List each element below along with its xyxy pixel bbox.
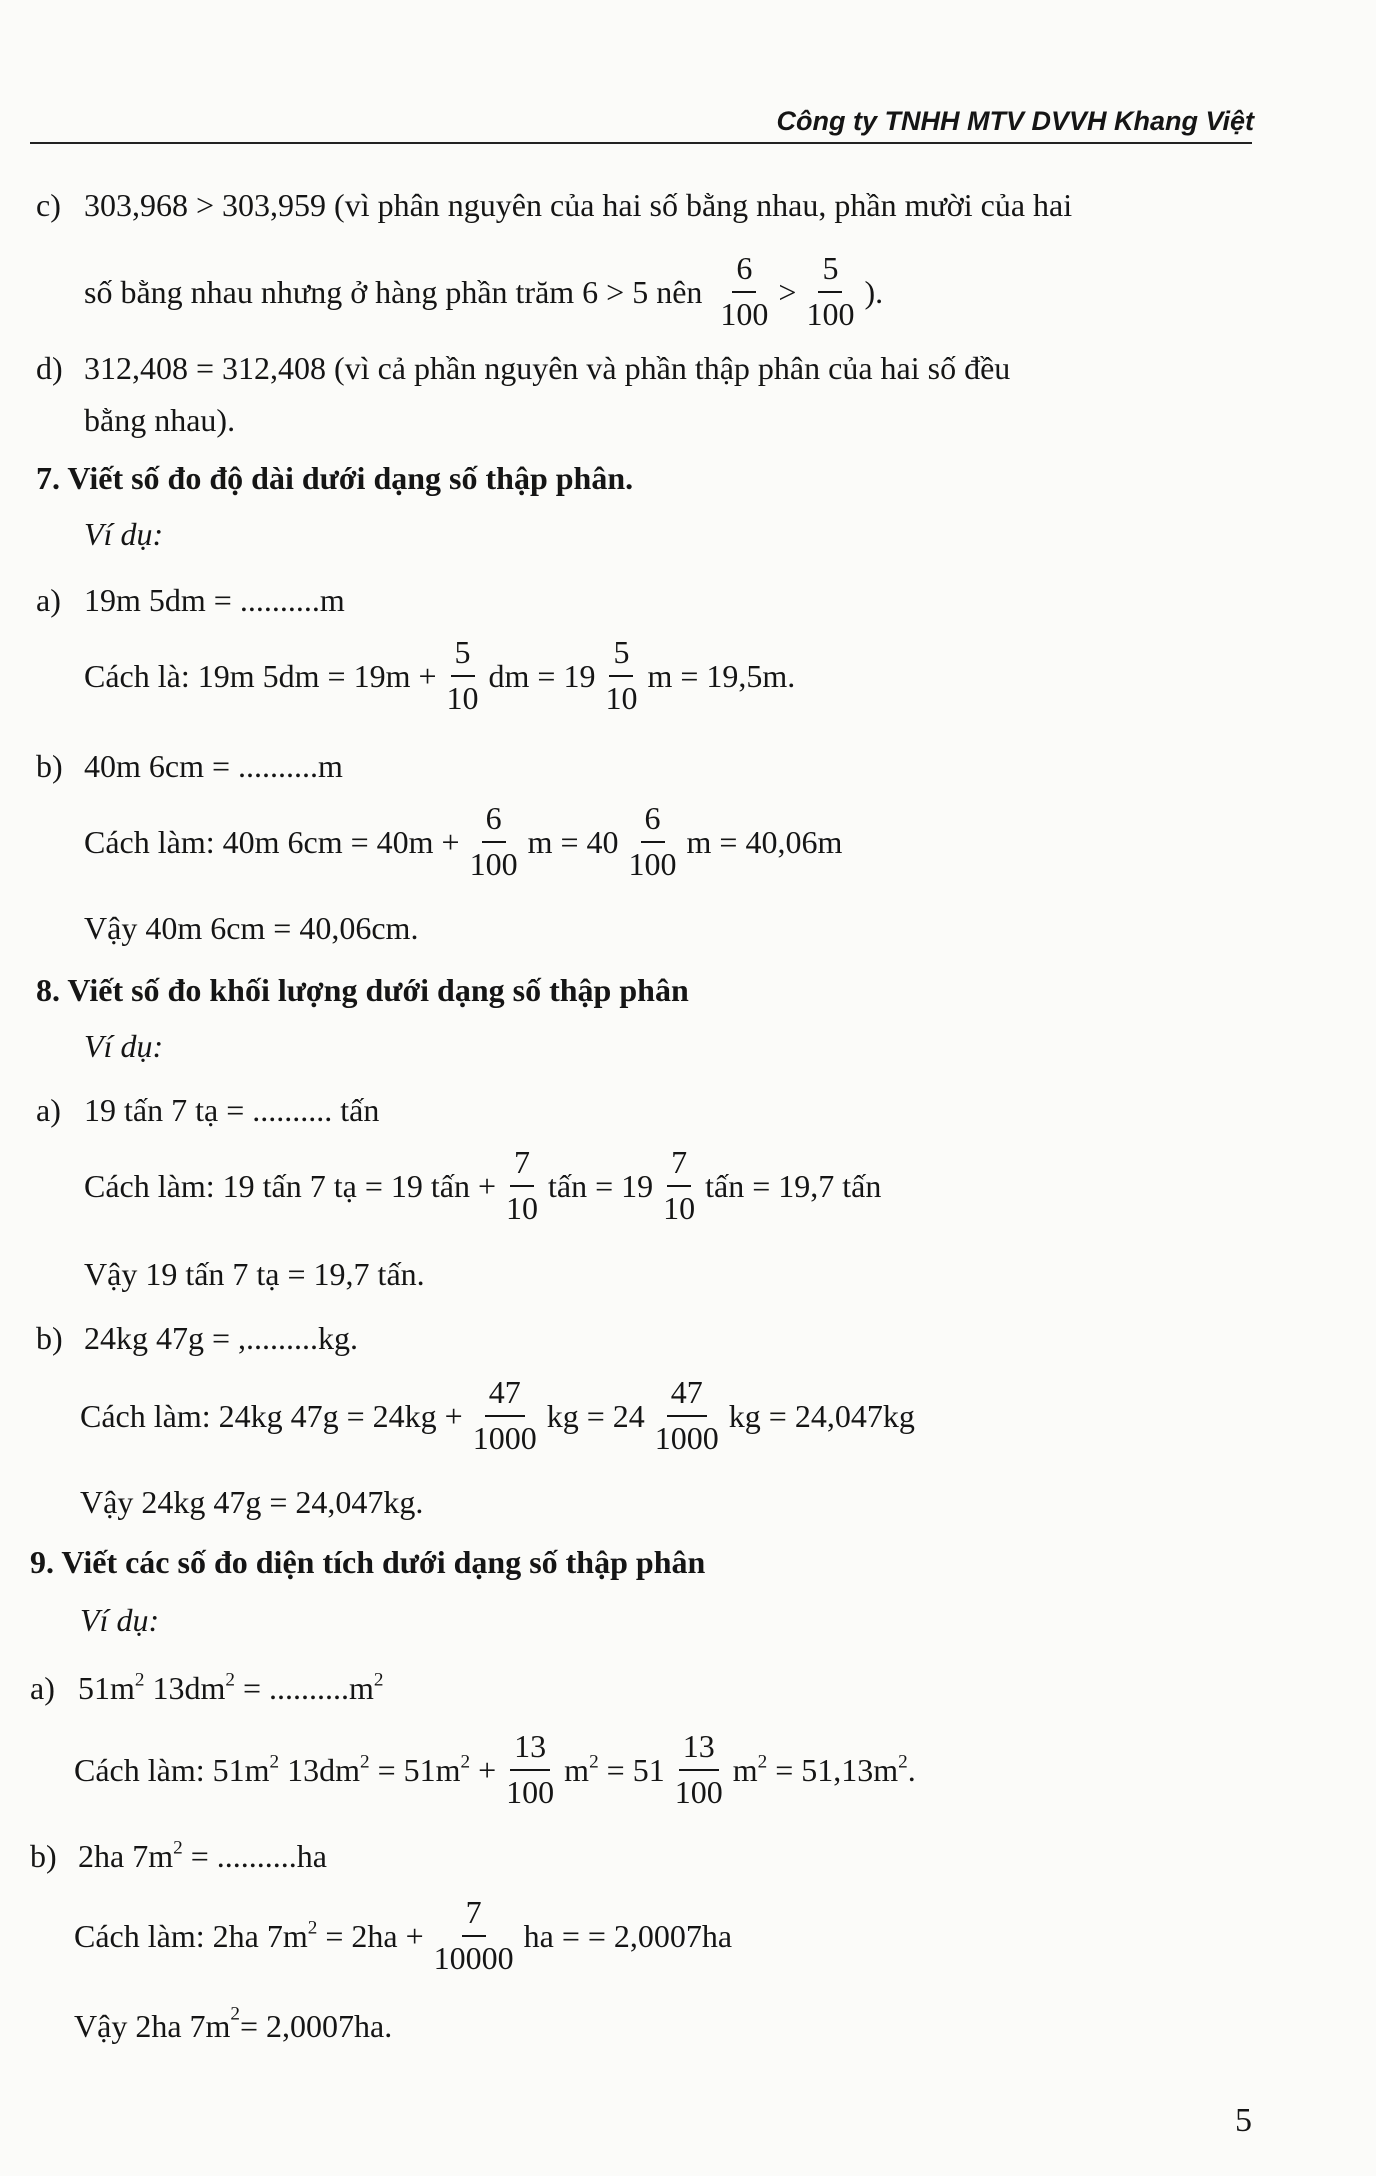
s9-a-working: Cách làm: $51m^2$ $13dm^2 = 51m^2$ + $\frac{13}{100}$ $m^2 = 51$ $\frac{13}{100}$ $m^2 = 51,13m^2$.: [74, 1728, 916, 1810]
example-label: Ví dụ:: [84, 516, 164, 552]
s8-a-working: Cách làm: 19 tấn 7 tạ = 19 tấn + $\frac{7}{10}$ tấn = 19 $\frac{7}{10}$ tấn = 19,7 tấn: [84, 1144, 882, 1226]
fraction: $\frac{47}{1000}$: [472, 1374, 537, 1456]
fraction: $\frac{5}{10}$: [446, 634, 479, 716]
s7-b-question: b) 40m 6cm = ..........m: [36, 747, 343, 784]
item-c-line1: [36, 185, 1072, 221]
item-c-text2: số bằng nhau nhưng ở hàng phần trăm 6 > 5 nên: [84, 273, 703, 310]
s9-b-working: Cách làm: 2ha $7m^2 = 2ha$ + $\frac{7}{10000}$ ha = = 2,0007ha: [74, 1894, 733, 1976]
item-c-line2: số bằng nhau nhưng ở hàng phần trăm 6 > 5 nên $\frac{6}{100}$ > $\frac{5}{100}$ ).: [84, 250, 884, 332]
item-label: c): [36, 186, 61, 223]
s8-a-question: a) 19 tấn 7 tạ = .......... tấn: [36, 1091, 380, 1128]
publisher-header: Công ty TNHH MTV DVVH Khang Việt: [776, 106, 1254, 136]
fraction: $\frac{13}{100}$: [506, 1728, 555, 1810]
item-d-text2: bằng nhau).: [84, 401, 236, 438]
fraction: $\frac{5}{100}$: [806, 250, 855, 332]
fraction: $\frac{7}{10}$: [663, 1144, 696, 1226]
s9-a-question: a) $51m^2$ $13dm^2 = ..........m^2$: [30, 1669, 384, 1706]
s7-a-question: a) 19m 5dm = ..........m: [36, 581, 345, 618]
example-label: Ví dụ:: [80, 1602, 160, 1638]
fraction: $\frac{6}{100}$: [628, 800, 677, 882]
page-number: 5: [1235, 2102, 1252, 2139]
s9-b-result: Vậy 2ha $7m^2= 2,0007ha$.: [74, 2003, 393, 2044]
s9-b-question: b) 2ha $7m^2 = ..........ha$: [30, 1837, 327, 1874]
item-d-text1: 312,408 = 312,408 (vì cả phần nguyên và phần thập phân của hai số đều: [84, 349, 1011, 386]
s8-b-question: b) 24kg 47g = ,.........kg.: [36, 1319, 359, 1356]
example-label: Ví dụ:: [84, 1028, 164, 1064]
item-label: d): [36, 349, 63, 386]
fraction: $\frac{13}{100}$: [674, 1728, 723, 1810]
s8-b-result: Vậy 24kg 47g = 24,047kg.: [80, 1484, 424, 1520]
section-8-title: 8. Viết số đo khối lượng dưới dạng số thập phân: [36, 972, 689, 1008]
s7-a-working: Cách là: 19m 5dm = 19m + $\frac{5}{10}$ dm = 19 $\frac{5}{10}$ m = 19,5m.: [84, 634, 796, 716]
s7-b-working: Cách làm: 40m 6cm = 40m + $\frac{6}{100}$ m = 40 $\frac{6}{100}$ m = 40,06m: [84, 800, 843, 882]
section-9-title: 9. Viết các số đo diện tích dưới dạng số thập phân: [30, 1544, 706, 1580]
header-rule: [30, 142, 1252, 144]
fraction: $\frac{6}{100}$: [469, 800, 518, 882]
fraction: $\frac{6}{100}$: [720, 250, 769, 332]
s8-a-result: Vậy 19 tấn 7 tạ = 19,7 tấn.: [84, 1256, 425, 1292]
s8-b-working: Cách làm: 24kg 47g = 24kg + $\frac{47}{1000}$ kg = 24 $\frac{47}{1000}$ kg = 24,047kg: [80, 1374, 915, 1456]
item-d-line2: [84, 400, 235, 436]
section-7-title: 7. Viết số đo độ dài dưới dạng số thập phân.: [36, 460, 634, 496]
fraction: $\frac{5}{10}$: [605, 634, 638, 716]
fraction: $\frac{7}{10000}$: [433, 1894, 514, 1976]
fraction: $\frac{7}{10}$: [506, 1144, 538, 1226]
s7-b-result: Vậy 40m 6cm = 40,06cm.: [84, 910, 419, 946]
fraction: $\frac{47}{1000}$: [654, 1374, 719, 1456]
item-c-text1: 303,968 > 303,959 (vì phân nguyên của hai số bằng nhau, phần mười của hai: [84, 186, 1073, 223]
item-d-line1: [36, 348, 1010, 384]
